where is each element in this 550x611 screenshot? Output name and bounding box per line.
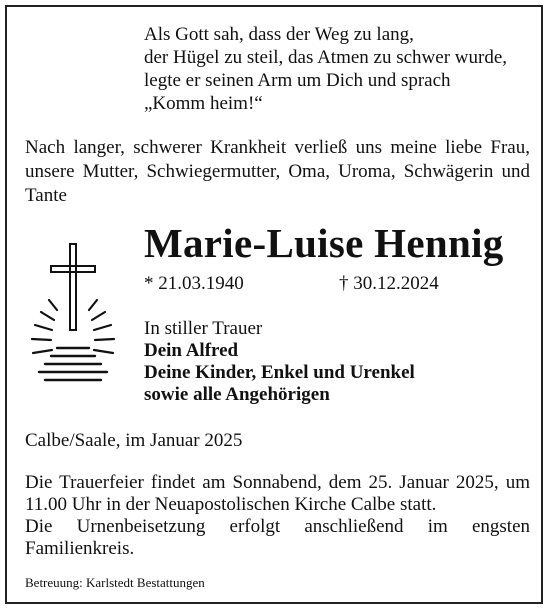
obituary-notice bbox=[5, 5, 543, 604]
birth-date: * 21.03.1940 bbox=[144, 273, 244, 294]
poem bbox=[144, 23, 507, 115]
mourner-line: Dein Alfred bbox=[144, 340, 239, 361]
intro-text: Nach langer, schwerer Krankheit verließ uns meine liebe Frau, unsere Mutter, Schwiegermutter, Oma, Uroma, Schwägerin und Tante bbox=[25, 137, 530, 206]
poem-line: „Komm heim!“ bbox=[144, 93, 263, 114]
burial-text: Die Urnenbeisetzung erfolgt anschließend im engsten Familienkreis. bbox=[25, 516, 530, 559]
place-date: Calbe/Saale, im Januar 2025 bbox=[25, 430, 243, 451]
mourner-line: Deine Kinder, Enkel und Urenkel bbox=[144, 362, 415, 383]
poem-line: legte er seinen Arm um Dich und sprach bbox=[144, 70, 451, 91]
service-info bbox=[25, 472, 530, 560]
poem-line: Als Gott sah, dass der Weg zu lang, bbox=[144, 24, 414, 45]
deceased-name: Marie-Luise Hennig bbox=[144, 220, 504, 266]
mourners bbox=[144, 318, 415, 406]
funeral-home-credit: Betreuung: Karlstedt Bestattungen bbox=[25, 575, 205, 590]
poem-line: der Hügel zu steil, das Atmen zu schwer wurde, bbox=[144, 47, 508, 68]
mourners-heading: In stiller Trauer bbox=[144, 318, 263, 339]
death-date: † 30.12.2024 bbox=[339, 273, 439, 294]
funeral-text: Die Trauerfeier findet am Sonnabend, dem 25. Januar 2025, um 11.00 Uhr in der Neuapostolischen Kirche Calbe statt. bbox=[25, 472, 530, 515]
cross-with-sun-rays-icon bbox=[27, 242, 125, 392]
mourner-line: sowie alle Angehörigen bbox=[144, 384, 330, 405]
